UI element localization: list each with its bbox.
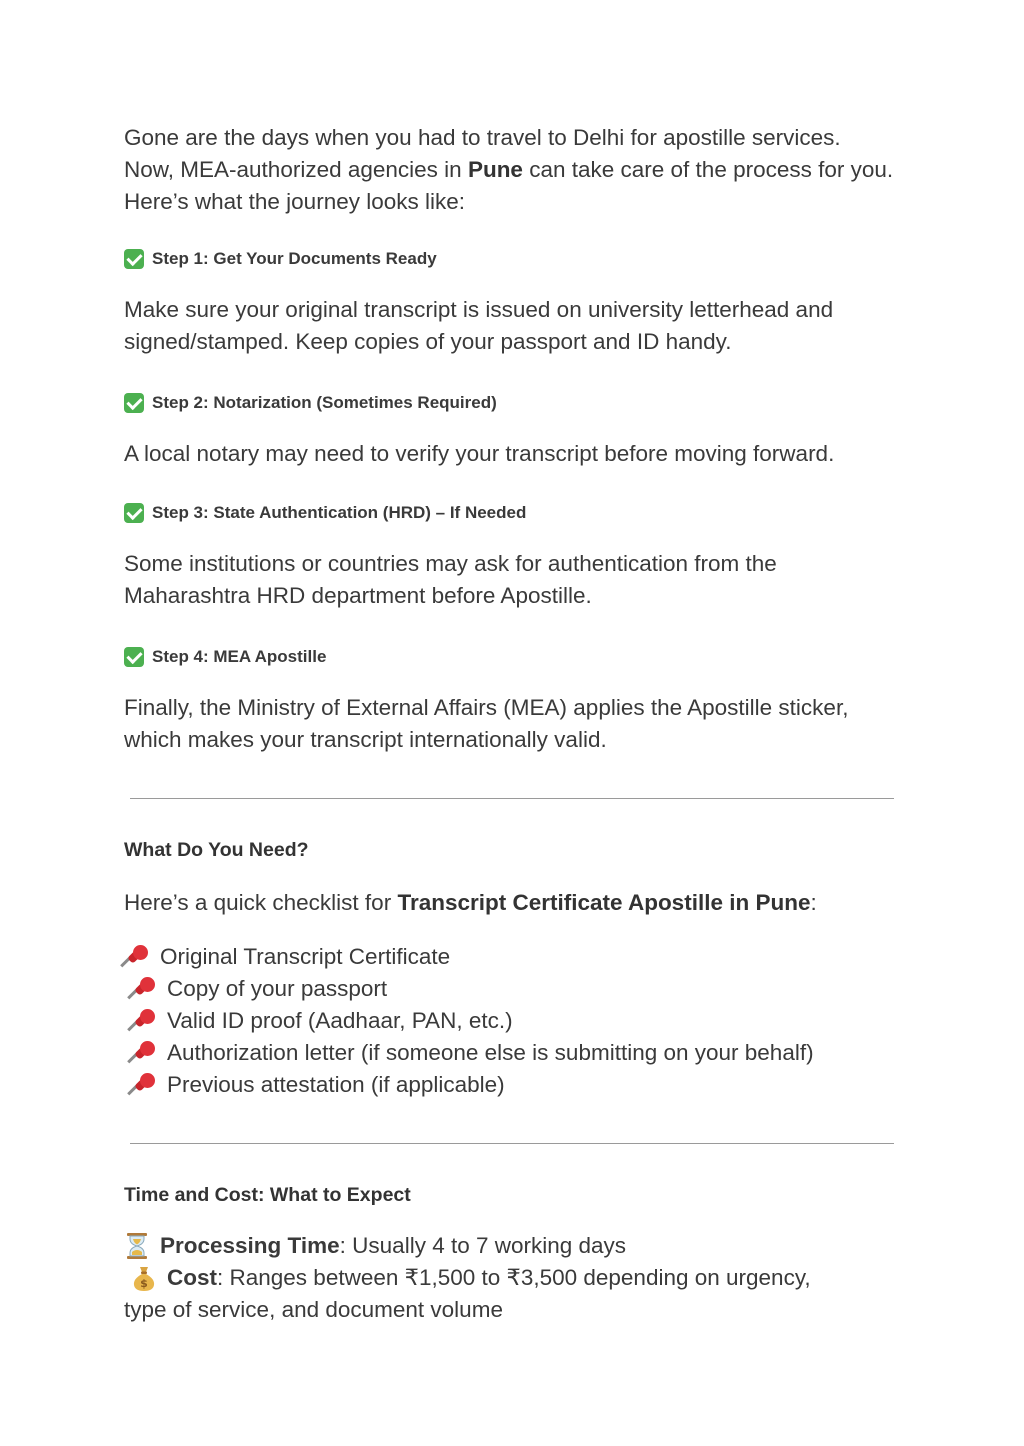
money-bag-icon bbox=[131, 1264, 157, 1292]
section-divider bbox=[130, 1143, 894, 1144]
processing-value: : Usually 4 to 7 working days bbox=[339, 1233, 627, 1258]
pushpin-icon bbox=[124, 944, 150, 970]
list-item bbox=[124, 973, 894, 1005]
hourglass-icon bbox=[124, 1232, 150, 1260]
step-4-title bbox=[124, 646, 894, 668]
step-4-description: Finally, the Ministry of External Affairs (MEA) applies the Apostille sticker, which makes your transcript internationally valid. bbox=[124, 695, 849, 752]
pushpin-icon bbox=[131, 1008, 157, 1034]
list-item-text: Original Transcript Certificate bbox=[160, 944, 451, 969]
cost-line bbox=[124, 1262, 894, 1294]
step-2-title bbox=[124, 392, 894, 414]
need-lead bbox=[124, 887, 894, 919]
need-lead-after: : bbox=[810, 890, 817, 915]
step-2-title-text: Step 2: Notarization (Sometimes Required) bbox=[152, 393, 497, 412]
list-item-text: Copy of your passport bbox=[167, 976, 388, 1001]
section-divider bbox=[130, 798, 894, 799]
step-3-title bbox=[124, 502, 894, 524]
processing-time-line bbox=[124, 1230, 894, 1262]
step-2-description: A local notary may need to verify your transcript before moving forward. bbox=[124, 441, 835, 466]
cost-value: : Ranges between ₹1,500 to ₹3,500 depending on urgency, bbox=[217, 1265, 811, 1290]
cost-continuation: type of service, and document volume bbox=[124, 1297, 503, 1322]
pushpin-icon bbox=[131, 976, 157, 1002]
check-mark-icon bbox=[124, 393, 144, 413]
need-lead-before: Here’s a quick checklist for bbox=[124, 890, 398, 915]
step-3-description: Some institutions or countries may ask for authentication from the Maharashtra HRD department before Apostille. bbox=[124, 551, 777, 608]
list-item bbox=[124, 941, 894, 973]
pushpin-icon bbox=[131, 1040, 157, 1066]
check-mark-icon bbox=[124, 249, 144, 269]
intro-text-before: Gone are the days when you had to travel to Delhi for apostille services. Now, MEA-authorized agencies in bbox=[124, 125, 841, 182]
time-cost-heading: Time and Cost: What to Expect bbox=[124, 1184, 411, 1206]
list-item-text: Previous attestation (if applicable) bbox=[167, 1072, 505, 1097]
intro-bold-pune: Pune bbox=[467, 157, 523, 182]
list-item-text: Authorization letter (if someone else is submitting on your behalf) bbox=[167, 1040, 814, 1065]
list-item bbox=[124, 1069, 894, 1101]
need-lead-bold: Transcript Certificate Apostille in Pune bbox=[397, 890, 811, 915]
processing-label: Processing Time bbox=[160, 1233, 340, 1258]
intro-text-after: can take care of the process for you. Here’s what the journey looks like: bbox=[124, 157, 894, 214]
step-4-title-text: Step 4: MEA Apostille bbox=[152, 647, 327, 666]
list-item bbox=[124, 1037, 894, 1069]
step-1-title bbox=[124, 248, 894, 270]
list-item-text: Valid ID proof (Aadhaar, PAN, etc.) bbox=[167, 1008, 513, 1033]
need-heading: What Do You Need? bbox=[124, 839, 309, 861]
cost-label: Cost bbox=[167, 1265, 217, 1290]
list-item bbox=[124, 1005, 894, 1037]
checklist bbox=[124, 941, 894, 1101]
check-mark-icon bbox=[124, 503, 144, 523]
step-3-title-text: Step 3: State Authentication (HRD) – If Needed bbox=[152, 503, 527, 522]
pushpin-icon bbox=[131, 1072, 157, 1098]
step-1-description: Make sure your original transcript is issued on university letterhead and signed/stamped. Keep copies of your passport and ID handy. bbox=[124, 297, 834, 354]
svg-text:$: $ bbox=[140, 1277, 148, 1290]
step-1-title-text: Step 1: Get Your Documents Ready bbox=[152, 249, 437, 268]
intro-paragraph bbox=[124, 122, 894, 218]
check-mark-icon bbox=[124, 647, 144, 667]
document-body bbox=[124, 122, 894, 1326]
